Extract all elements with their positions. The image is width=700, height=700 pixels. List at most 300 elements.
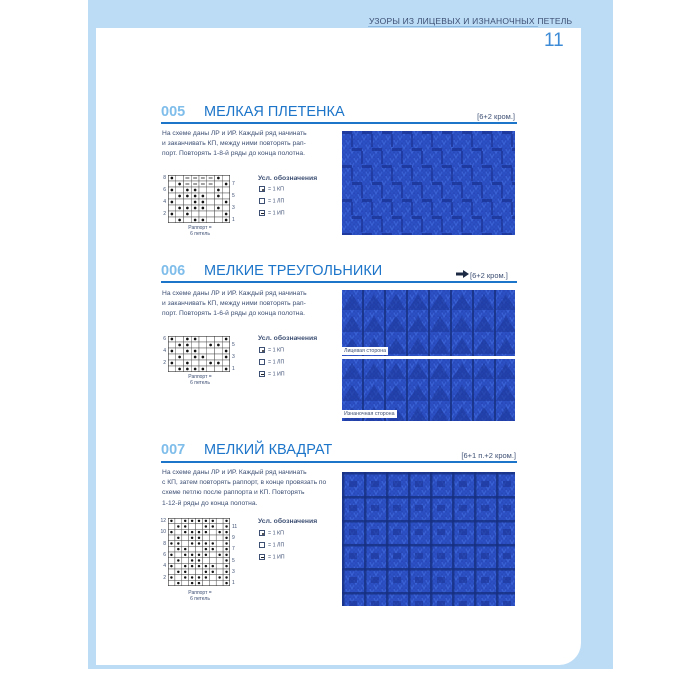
knitting-chart bbox=[168, 336, 230, 372]
row-number: 8 bbox=[163, 540, 166, 547]
chart-cell bbox=[191, 217, 199, 223]
chart-cell bbox=[191, 360, 199, 366]
chart-cell bbox=[222, 354, 230, 360]
chart-cell bbox=[196, 552, 203, 558]
chart-cell bbox=[168, 175, 176, 181]
chart-cell bbox=[189, 569, 196, 575]
chart-cell bbox=[196, 569, 203, 575]
chart-cell bbox=[215, 199, 223, 205]
chart-cell bbox=[199, 199, 207, 205]
chart-cell bbox=[222, 175, 230, 181]
row-number: 3 bbox=[232, 205, 235, 211]
chart-cell bbox=[202, 524, 209, 530]
section-number: 005 bbox=[161, 104, 186, 120]
chart-cell bbox=[168, 558, 175, 564]
legend-item-purl: = 1 ИП bbox=[259, 554, 285, 560]
chart-cell bbox=[182, 546, 189, 552]
chart-cell bbox=[202, 575, 209, 581]
chart-cell bbox=[196, 535, 203, 541]
row-number: 1 bbox=[232, 366, 235, 372]
chart-cell bbox=[215, 348, 223, 354]
row-number: 2 bbox=[163, 360, 166, 366]
section-number: 007 bbox=[161, 442, 186, 458]
chart-cell bbox=[222, 336, 230, 342]
chart-cell bbox=[207, 199, 215, 205]
chart-cell bbox=[175, 580, 182, 586]
chart-cell bbox=[168, 563, 175, 569]
chart-cell bbox=[189, 580, 196, 586]
chart-cell bbox=[175, 546, 182, 552]
edge-stitch-icon bbox=[259, 186, 265, 192]
chart-cell bbox=[182, 558, 189, 564]
chart-cell bbox=[175, 569, 182, 575]
chart-cell bbox=[189, 563, 196, 569]
chart-cell bbox=[175, 558, 182, 564]
chart-cell bbox=[189, 535, 196, 541]
chart-cell bbox=[209, 541, 216, 547]
legend-item-knit: = 1 ЛП bbox=[259, 542, 284, 548]
chart-cell bbox=[196, 541, 203, 547]
legend-title: Усл. обозначения bbox=[258, 518, 318, 525]
chart-cell bbox=[189, 558, 196, 564]
chart-cell bbox=[168, 518, 175, 524]
chart-cell bbox=[222, 187, 230, 193]
chart-cell bbox=[207, 366, 215, 372]
chart-cell bbox=[168, 187, 176, 193]
chart-cell bbox=[176, 354, 184, 360]
chart-cell bbox=[196, 575, 203, 581]
description-line: На схеме даны ЛР и ИР. Каждый ряд начинать bbox=[162, 469, 307, 476]
header-rule bbox=[368, 26, 538, 27]
chart-cell bbox=[207, 360, 215, 366]
section-description bbox=[162, 289, 307, 320]
chart-cell bbox=[176, 205, 184, 211]
chart-cell bbox=[216, 518, 223, 524]
row-number: 7 bbox=[232, 181, 235, 187]
row-number: 2 bbox=[163, 211, 166, 217]
chart-cell bbox=[182, 575, 189, 581]
page-number: 11 bbox=[544, 30, 564, 51]
chart-cell bbox=[196, 558, 203, 564]
chart-cell bbox=[182, 541, 189, 547]
chart-cell bbox=[184, 217, 192, 223]
chart-cell bbox=[176, 193, 184, 199]
row-number: 4 bbox=[163, 563, 166, 570]
chart-cell bbox=[175, 529, 182, 535]
chart-cell bbox=[189, 541, 196, 547]
chart-cell bbox=[209, 575, 216, 581]
chart-cell bbox=[176, 175, 184, 181]
chart-cell bbox=[216, 563, 223, 569]
chart-cell bbox=[222, 360, 230, 366]
chart-cell bbox=[196, 580, 203, 586]
section-description bbox=[162, 468, 326, 509]
description-line: На схеме даны ЛР и ИР. Каждый ряд начинать bbox=[162, 130, 307, 137]
chart-cell bbox=[207, 342, 215, 348]
chart-cell bbox=[207, 217, 215, 223]
chart-cell bbox=[199, 336, 207, 342]
chart-cell bbox=[216, 552, 223, 558]
chart-cell bbox=[202, 535, 209, 541]
chart-left-ticks bbox=[160, 336, 166, 372]
legend-title: Усл. обозначения bbox=[258, 175, 318, 182]
chart-cell bbox=[168, 569, 175, 575]
chart-cell bbox=[216, 546, 223, 552]
chart-cell bbox=[182, 518, 189, 524]
chart-cell bbox=[189, 524, 196, 530]
chart-cell bbox=[176, 187, 184, 193]
knit-sample-photo bbox=[342, 131, 515, 235]
chart-cell bbox=[215, 336, 223, 342]
legend-item-knit: = 1 ЛП bbox=[259, 359, 284, 365]
chart-cell bbox=[223, 529, 230, 535]
chart-cell bbox=[176, 342, 184, 348]
chart-cell bbox=[189, 529, 196, 535]
description-line: порт. Повторять 1-8-й ряды до конца полотна. bbox=[162, 150, 305, 158]
row-number: 4 bbox=[163, 348, 166, 354]
chart-left-ticks bbox=[160, 175, 166, 223]
chart-cell bbox=[184, 175, 192, 181]
section-rule bbox=[161, 122, 517, 124]
chart-cell bbox=[191, 366, 199, 372]
photo-caption: Изнаночная сторона bbox=[344, 411, 395, 417]
edge-stitch-icon bbox=[259, 530, 265, 536]
row-number: 1 bbox=[232, 217, 235, 223]
chart-cell bbox=[182, 529, 189, 535]
chart-cell bbox=[223, 552, 230, 558]
row-number: 1 bbox=[232, 580, 235, 587]
chart-cell bbox=[182, 563, 189, 569]
chart-cell bbox=[199, 366, 207, 372]
chart-cell bbox=[168, 529, 175, 535]
chart-cell bbox=[216, 558, 223, 564]
chart-cell bbox=[168, 575, 175, 581]
row-number: 5 bbox=[232, 193, 235, 199]
chart-cell bbox=[215, 187, 223, 193]
chart-cell bbox=[223, 580, 230, 586]
row-number: 9 bbox=[232, 535, 235, 541]
chart-cell bbox=[168, 360, 176, 366]
section-description bbox=[162, 129, 307, 160]
description-line: и заканчивать КП, между ними повторять рап- bbox=[162, 300, 306, 308]
chart-cell bbox=[209, 518, 216, 524]
chart-cell bbox=[176, 366, 184, 372]
row-number: 4 bbox=[163, 199, 166, 205]
chart-cell bbox=[168, 546, 175, 552]
chart-cell bbox=[216, 529, 223, 535]
legend-item-edge: = 1 КП bbox=[259, 347, 284, 353]
chart-cell bbox=[182, 569, 189, 575]
chart-cell bbox=[199, 205, 207, 211]
chart-cell bbox=[184, 211, 192, 217]
chart-cell bbox=[189, 552, 196, 558]
chart-cell bbox=[202, 552, 209, 558]
chart-cell bbox=[209, 563, 216, 569]
chart-cell bbox=[215, 217, 223, 223]
purl-stitch-icon bbox=[259, 210, 265, 216]
chart-cell bbox=[168, 342, 176, 348]
chart-cell bbox=[191, 181, 199, 187]
chart-cell bbox=[209, 524, 216, 530]
chart-cell bbox=[184, 360, 192, 366]
chart-cell bbox=[215, 193, 223, 199]
chart-cell bbox=[199, 348, 207, 354]
raport-label: Раппорт = 6 петель bbox=[188, 374, 212, 386]
chart-cell bbox=[202, 580, 209, 586]
chart-cell bbox=[191, 336, 199, 342]
chart-cell bbox=[182, 524, 189, 530]
chart-cell bbox=[168, 336, 176, 342]
chart-cell bbox=[202, 541, 209, 547]
raport-label: Раппорт = 6 петель bbox=[188, 590, 212, 602]
row-number: 3 bbox=[232, 569, 235, 575]
chart-cell bbox=[223, 546, 230, 552]
chart-cell bbox=[175, 563, 182, 569]
chart-cell bbox=[216, 575, 223, 581]
legend-item-knit: = 1 ЛП bbox=[259, 198, 284, 204]
chart-cell bbox=[207, 336, 215, 342]
chart-cell bbox=[209, 558, 216, 564]
chart-cell bbox=[216, 569, 223, 575]
chart-cell bbox=[199, 342, 207, 348]
chart-cell bbox=[184, 193, 192, 199]
chart-cell bbox=[223, 558, 230, 564]
chart-cell bbox=[182, 580, 189, 586]
chart-cell bbox=[202, 529, 209, 535]
chart-cell bbox=[215, 360, 223, 366]
chart-cell bbox=[202, 518, 209, 524]
chart-cell bbox=[168, 580, 175, 586]
chart-cell bbox=[209, 535, 216, 541]
chart-cell bbox=[191, 348, 199, 354]
chart-cell bbox=[207, 348, 215, 354]
row-number: 10 bbox=[160, 529, 166, 536]
chart-cell bbox=[207, 181, 215, 187]
stitch-count-note: [6+1 п.+2 кром.] bbox=[461, 451, 516, 460]
chart-cell bbox=[196, 563, 203, 569]
chart-cell bbox=[222, 193, 230, 199]
chart-cell bbox=[216, 524, 223, 530]
chart-cell bbox=[222, 205, 230, 211]
chart-cell bbox=[196, 529, 203, 535]
legend-item-purl: = 1 ИП bbox=[259, 371, 285, 377]
description-line: и заканчивать КП, между ними повторять рап- bbox=[162, 140, 306, 148]
chart-cell bbox=[176, 217, 184, 223]
knit-sample-photo bbox=[342, 472, 515, 606]
chart-cell bbox=[184, 366, 192, 372]
row-number: 2 bbox=[163, 574, 166, 581]
chart-cell bbox=[191, 205, 199, 211]
section-title: МЕЛКИЕ ТРЕУГОЛЬНИКИ bbox=[204, 263, 383, 279]
chart-cell bbox=[168, 366, 176, 372]
section-title: МЕЛКАЯ ПЛЕТЕНКА bbox=[204, 104, 345, 120]
chart-cell bbox=[176, 211, 184, 217]
chart-cell bbox=[207, 211, 215, 217]
chart-cell bbox=[191, 187, 199, 193]
chart-cell bbox=[199, 354, 207, 360]
chart-cell bbox=[184, 336, 192, 342]
description-line: порт. Повторять 1-6-й ряды до конца полотна. bbox=[162, 310, 305, 318]
chart-cell bbox=[189, 518, 196, 524]
chart-cell bbox=[196, 524, 203, 530]
chart-cell bbox=[222, 181, 230, 187]
row-number: 5 bbox=[232, 342, 235, 348]
chart-cell bbox=[168, 541, 175, 547]
description-line: схеме петлю после раппорта и КП. Повторять bbox=[162, 489, 305, 497]
legend-item-edge: = 1 КП bbox=[259, 186, 284, 192]
chart-cell bbox=[175, 518, 182, 524]
chart-cell bbox=[196, 546, 203, 552]
chart-cell bbox=[191, 354, 199, 360]
chart-cell bbox=[223, 563, 230, 569]
chart-cell bbox=[176, 199, 184, 205]
chart-left-ticks bbox=[159, 518, 166, 586]
chart-cell bbox=[199, 211, 207, 217]
chart-cell bbox=[168, 217, 176, 223]
purl-stitch-icon bbox=[259, 371, 265, 377]
stitch-count-note: [6+2 кром.] bbox=[477, 112, 515, 121]
row-number: 6 bbox=[163, 336, 166, 342]
section-rule bbox=[161, 461, 517, 463]
chart-cell bbox=[175, 552, 182, 558]
chart-cell bbox=[216, 580, 223, 586]
row-number: 6 bbox=[163, 187, 166, 193]
chart-cell bbox=[176, 348, 184, 354]
row-number: 3 bbox=[232, 354, 235, 360]
chart-cell bbox=[199, 217, 207, 223]
knit-stitch-icon bbox=[259, 198, 265, 204]
chart-cell bbox=[222, 217, 230, 223]
chart-cell bbox=[191, 193, 199, 199]
knit-stitch-icon bbox=[259, 542, 265, 548]
photo-caption: Лицевая сторона bbox=[344, 348, 387, 354]
chart-cell bbox=[222, 342, 230, 348]
chart-cell bbox=[209, 580, 216, 586]
description-line: На схеме даны ЛР и ИР. Каждый ряд начинать bbox=[162, 290, 307, 297]
chart-cell bbox=[168, 181, 176, 187]
chart-cell bbox=[191, 175, 199, 181]
chart-cell bbox=[196, 518, 203, 524]
chart-cell bbox=[207, 193, 215, 199]
chart-cell bbox=[189, 575, 196, 581]
chart-cell bbox=[176, 181, 184, 187]
chart-cell bbox=[202, 563, 209, 569]
chart-cell bbox=[207, 205, 215, 211]
chart-cell bbox=[199, 360, 207, 366]
chart-cell bbox=[223, 569, 230, 575]
chart-cell bbox=[184, 181, 192, 187]
chart-cell bbox=[222, 199, 230, 205]
chart-cell bbox=[207, 175, 215, 181]
chart-cell bbox=[191, 211, 199, 217]
chart-cell bbox=[215, 342, 223, 348]
chart-cell bbox=[202, 546, 209, 552]
chart-cell bbox=[207, 354, 215, 360]
chart-cell bbox=[215, 205, 223, 211]
chart-cell bbox=[223, 535, 230, 541]
chart-right-ticks bbox=[232, 518, 239, 586]
section-title: МЕЛКИЙ КВАДРАТ bbox=[204, 442, 333, 458]
chart-cell bbox=[182, 535, 189, 541]
chart-cell bbox=[184, 187, 192, 193]
arrow-right-icon bbox=[456, 270, 469, 278]
chart-cell bbox=[184, 342, 192, 348]
chart-cell bbox=[191, 342, 199, 348]
chart-cell bbox=[182, 552, 189, 558]
knitting-chart bbox=[168, 175, 230, 223]
legend-item-purl: = 1 ИП bbox=[259, 210, 285, 216]
legend-title: Усл. обозначения bbox=[258, 335, 318, 342]
chart-cell bbox=[202, 558, 209, 564]
chart-cell bbox=[223, 541, 230, 547]
row-number: 12 bbox=[160, 518, 166, 524]
chart-cell bbox=[209, 552, 216, 558]
chart-cell bbox=[168, 354, 176, 360]
chart-cell bbox=[222, 348, 230, 354]
description-line: 1-12-й ряды до конца полотна. bbox=[162, 499, 258, 507]
chart-cell bbox=[209, 529, 216, 535]
chart-cell bbox=[175, 524, 182, 530]
row-number: 5 bbox=[232, 557, 235, 564]
section-number: 006 bbox=[161, 263, 186, 279]
chart-cell bbox=[223, 524, 230, 530]
chart-cell bbox=[175, 535, 182, 541]
description-line: с КП, затем повторять раппорт, в конце провязать по bbox=[162, 479, 327, 487]
chart-cell bbox=[168, 193, 176, 199]
chart-cell bbox=[222, 211, 230, 217]
chart-cell bbox=[199, 193, 207, 199]
chart-cell bbox=[168, 535, 175, 541]
raport-label: Раппорт = 6 петель bbox=[188, 225, 212, 237]
chart-cell bbox=[209, 546, 216, 552]
chart-cell bbox=[199, 175, 207, 181]
chart-right-ticks bbox=[232, 336, 238, 372]
edge-stitch-icon bbox=[259, 347, 265, 353]
chart-cell bbox=[215, 181, 223, 187]
chart-cell bbox=[176, 336, 184, 342]
row-number: 8 bbox=[163, 175, 166, 181]
running-header: УЗОРЫ ИЗ ЛИЦЕВЫХ И ИЗНАНОЧНЫХ ПЕТЕЛЬ bbox=[369, 16, 573, 26]
chart-cell bbox=[222, 366, 230, 372]
chart-cell bbox=[168, 205, 176, 211]
chart-cell bbox=[216, 535, 223, 541]
chart-cell bbox=[223, 575, 230, 581]
stitch-count-note: [6+2 кром.] bbox=[470, 271, 508, 280]
knit-stitch-icon bbox=[259, 359, 265, 365]
chart-cell bbox=[215, 175, 223, 181]
chart-cell bbox=[191, 199, 199, 205]
chart-cell bbox=[168, 348, 176, 354]
chart-cell bbox=[207, 187, 215, 193]
purl-stitch-icon bbox=[259, 554, 265, 560]
chart-cell bbox=[215, 354, 223, 360]
chart-cell bbox=[168, 552, 175, 558]
chart-cell bbox=[199, 187, 207, 193]
knitting-chart bbox=[168, 518, 230, 586]
chart-cell bbox=[175, 575, 182, 581]
chart-cell bbox=[168, 199, 176, 205]
chart-cell bbox=[175, 541, 182, 547]
chart-cell bbox=[168, 524, 175, 530]
chart-cell bbox=[176, 360, 184, 366]
chart-cell bbox=[184, 199, 192, 205]
chart-cell bbox=[209, 569, 216, 575]
section-rule bbox=[161, 281, 517, 283]
row-number: 11 bbox=[232, 523, 238, 530]
row-number: 7 bbox=[232, 546, 235, 553]
chart-cell bbox=[215, 366, 223, 372]
chart-right-ticks bbox=[232, 175, 238, 223]
